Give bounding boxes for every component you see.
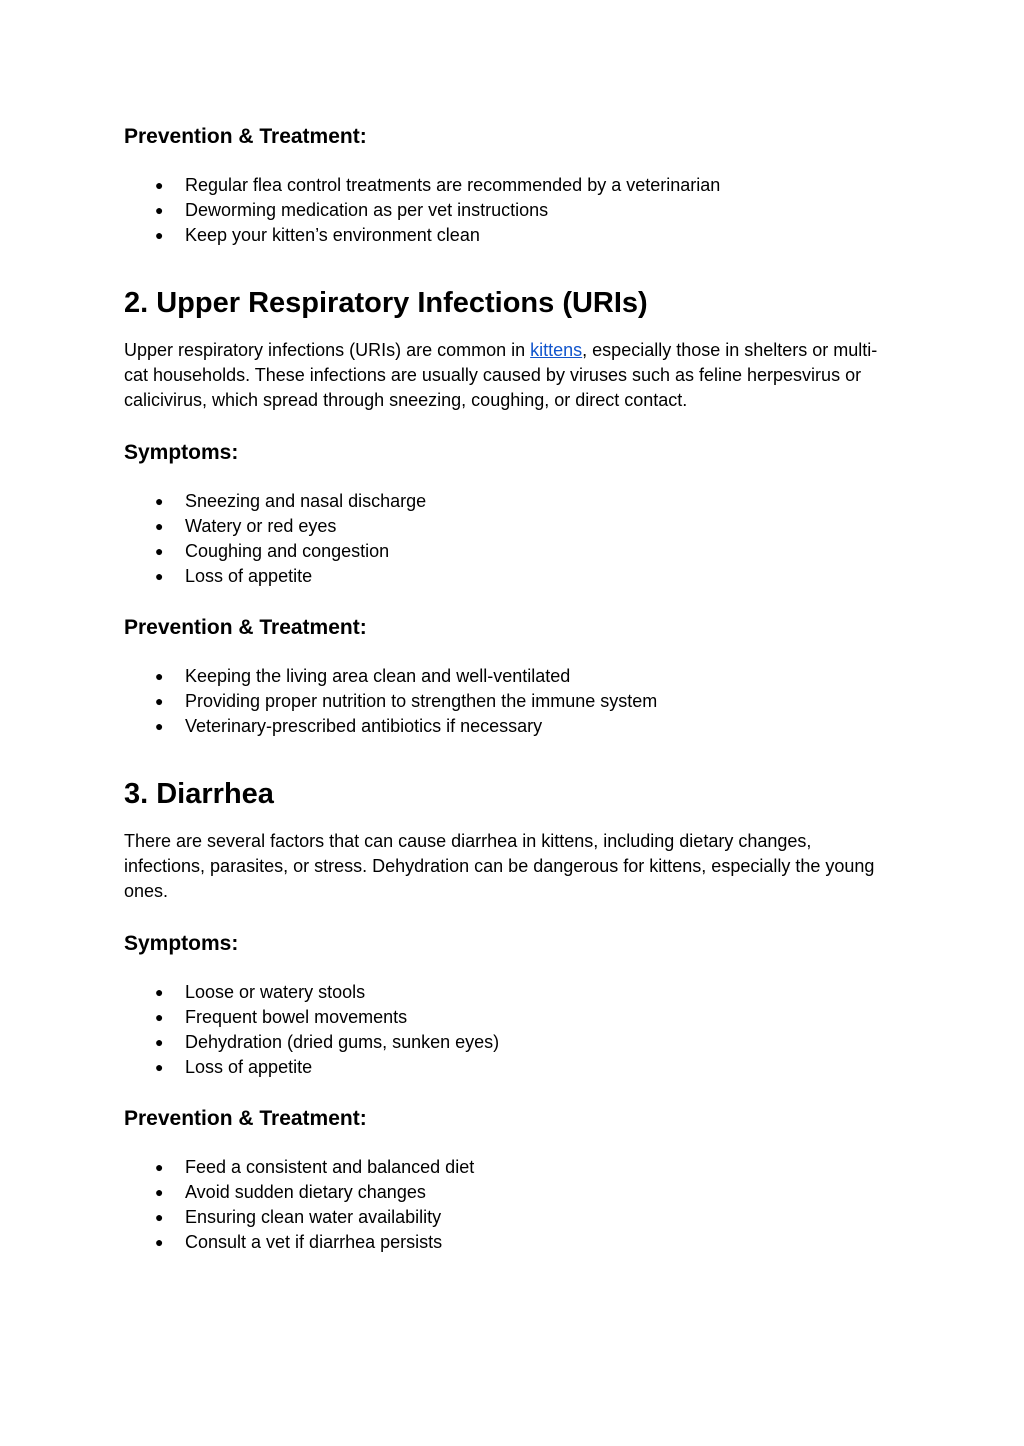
kittens-link[interactable]: kittens: [530, 340, 583, 360]
uri-section-title: 2. Upper Respiratory Infections (URIs): [124, 287, 648, 319]
list-item: ● Providing proper nutrition to strengthen the immune system: [124, 689, 894, 714]
list-item: ● Sneezing and nasal discharge: [124, 489, 894, 514]
list-item: ● Coughing and congestion: [124, 539, 894, 564]
bullet-icon: ●: [155, 668, 164, 684]
bullet-icon: ●: [155, 1159, 164, 1175]
list-item: ● Frequent bowel movements: [124, 1005, 894, 1030]
uri-intro-paragraph: Upper respiratory infections (URIs) are common in kittens, especially those in shelters or multi-cat households. These infections are usually caused by viruses such as feline herpesvirus or calicivirus, which spread through sneezing, coughing, or direct contact.: [124, 340, 878, 410]
list-item: ● Watery or red eyes: [124, 514, 894, 539]
bullet-icon: ●: [155, 718, 164, 734]
bullet-icon: ●: [155, 984, 164, 1000]
bullet-icon: ●: [155, 1034, 164, 1050]
list-item: ● Regular flea control treatments are recommended by a veterinarian: [124, 173, 894, 198]
bullet-icon: ●: [155, 1234, 164, 1250]
list-item: ● Dehydration (dried gums, sunken eyes): [124, 1030, 894, 1055]
list-item: ● Loose or watery stools: [124, 980, 894, 1005]
bullet-icon: ●: [155, 543, 164, 559]
fleas-prevention-list: [124, 173, 894, 248]
list-item: ● Loss of appetite: [124, 1055, 894, 1080]
list-item: ● Keeping the living area clean and well-ventilated: [124, 664, 894, 689]
uri-prevention-heading: Prevention & Treatment:: [124, 616, 367, 639]
fleas-prevention-heading: Prevention & Treatment:: [124, 125, 367, 148]
diarrhea-section-title: 3. Diarrhea: [124, 778, 274, 810]
bullet-icon: ●: [155, 202, 164, 218]
list-item: ● Feed a consistent and balanced diet: [124, 1155, 894, 1180]
list-item: ● Deworming medication as per vet instructions: [124, 198, 894, 223]
list-item: ● Avoid sudden dietary changes: [124, 1180, 894, 1205]
diarrhea-intro-paragraph: There are several factors that can cause diarrhea in kittens, including dietary changes, infections, parasites, or stress. Dehydration can be dangerous for kittens, especially the young ones.: [124, 831, 875, 901]
uri-prevention-list: [124, 664, 894, 739]
uri-symptoms-list: [124, 489, 894, 589]
list-item: ● Loss of appetite: [124, 564, 894, 589]
bullet-icon: ●: [155, 1009, 164, 1025]
list-item: ● Consult a vet if diarrhea persists: [124, 1230, 894, 1255]
diarrhea-prevention-heading: Prevention & Treatment:: [124, 1107, 367, 1130]
bullet-icon: ●: [155, 518, 164, 534]
bullet-icon: ●: [155, 568, 164, 584]
bullet-icon: ●: [155, 227, 164, 243]
bullet-icon: ●: [155, 1184, 164, 1200]
diarrhea-prevention-list: [124, 1155, 894, 1255]
list-item: ● Veterinary-prescribed antibiotics if necessary: [124, 714, 894, 739]
bullet-icon: ●: [155, 1059, 164, 1075]
document-page: [124, 110, 894, 1255]
bullet-icon: ●: [155, 1209, 164, 1225]
uri-symptoms-heading: Symptoms:: [124, 441, 239, 464]
bullet-icon: ●: [155, 493, 164, 509]
diarrhea-symptoms-heading: Symptoms:: [124, 932, 239, 955]
bullet-icon: ●: [155, 693, 164, 709]
bullet-icon: ●: [155, 177, 164, 193]
diarrhea-symptoms-list: [124, 980, 894, 1080]
list-item: ● Keep your kitten’s environment clean: [124, 223, 894, 248]
list-item: ● Ensuring clean water availability: [124, 1205, 894, 1230]
